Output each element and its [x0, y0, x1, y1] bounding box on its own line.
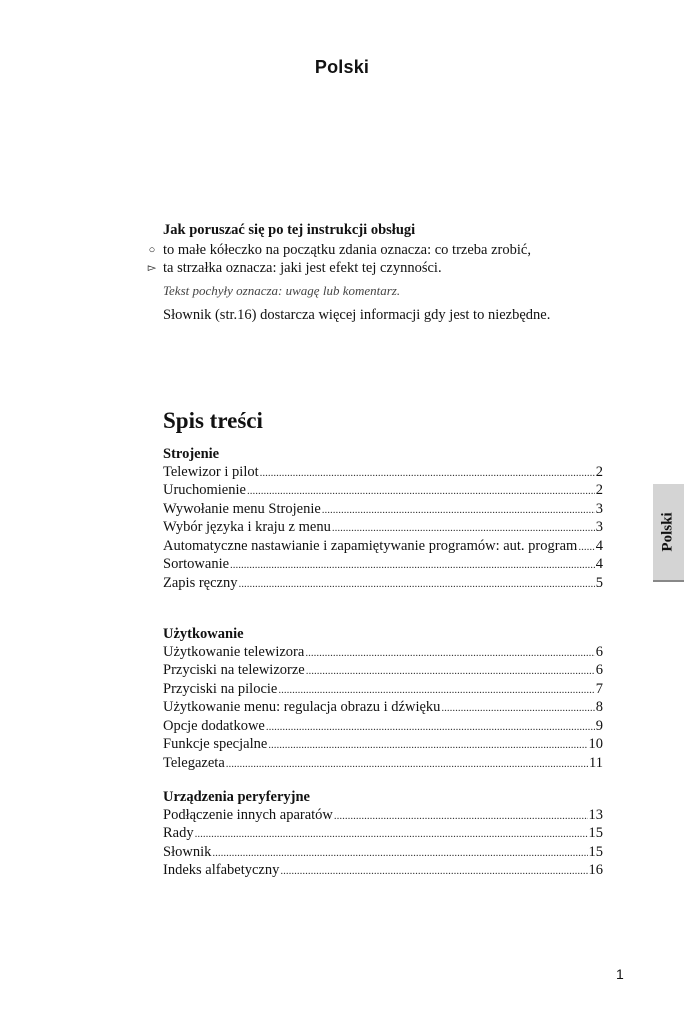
toc-entry-label: Wybór języka i kraju z menu [163, 519, 331, 535]
toc-dot-leader [195, 825, 588, 844]
page-language-header: Polski [314, 57, 370, 77]
toc-entry-label: Rady [163, 825, 194, 841]
toc-entry-page: 13 [588, 806, 603, 823]
toc-dot-leader [268, 736, 587, 755]
toc-entry-label: Wywołanie menu Strojenie [163, 500, 321, 517]
toc-entry [163, 464, 603, 483]
toc-dot-leader [212, 844, 587, 863]
toc-entry-page: 8 [595, 699, 603, 715]
toc-entry [163, 501, 603, 520]
toc-entry [163, 844, 603, 863]
toc-entry-page: 15 [588, 825, 603, 841]
toc-entry-page: 2 [595, 463, 603, 480]
toc-entry-label: Przyciski na telewizorze [163, 662, 305, 678]
toc-entry [163, 699, 603, 718]
toc-entry [163, 556, 603, 575]
instruction-line-arrow [147, 259, 623, 277]
toc-entry [163, 807, 603, 826]
toc-entry [163, 825, 603, 844]
toc-entry-label: Podłączenie innych aparatów [163, 806, 333, 823]
toc-entry-page: 7 [595, 680, 603, 697]
toc-entry-page: 16 [588, 862, 603, 878]
toc-dot-leader [247, 482, 595, 501]
page-number: 1 [616, 966, 624, 982]
side-tab-label: Polski [659, 512, 676, 552]
toc-entry-label: Uruchomienie [163, 482, 246, 498]
toc-dot-leader [334, 807, 588, 826]
toc-entry [163, 755, 603, 774]
toc-entry-label: Indeks alfabetyczny [163, 862, 280, 878]
toc-entry-label: Automatyczne nastawianie i zapamiętywanie programów: aut. program [163, 537, 578, 554]
toc-entry-label: Użytkowanie menu: regulacja obrazu i dźwięku [163, 699, 441, 715]
instruction-line-circle [148, 241, 623, 259]
toc-section-title: Urządzenia peryferyjne [163, 789, 310, 805]
toc-entry-label: Słownik [163, 843, 212, 860]
how-to-use-section [147, 222, 623, 324]
toc-dot-leader [305, 644, 594, 663]
table-of-contents [163, 408, 603, 914]
toc-entry-page: 4 [595, 537, 603, 554]
toc-entry-label: Telegazeta [163, 754, 225, 771]
toc-entry [163, 736, 603, 755]
toc-entry-label: Telewizor i pilot [163, 463, 259, 480]
toc-entry-label: Użytkowanie telewizora [163, 643, 305, 660]
toc-sections [163, 446, 603, 881]
toc-entry-page: 5 [595, 574, 603, 591]
toc-entry-page: 11 [589, 754, 603, 771]
toc-entry [163, 538, 603, 557]
toc-section [163, 446, 603, 593]
italic-note: Tekst pochyły oznacza: uwagę lub komentarz. [163, 283, 401, 298]
toc-dot-leader [322, 501, 595, 520]
toc-entry-page: 6 [595, 643, 603, 660]
how-to-heading: Jak poruszać się po tej instrukcji obsługi [163, 222, 416, 238]
toc-entry [163, 862, 603, 881]
toc-dot-leader [238, 575, 594, 594]
arrow-bullet-icon: ▻ [147, 262, 157, 274]
toc-entry-page: 4 [595, 556, 603, 572]
instruction-text: to małe kółeczko na początku zdania oznacza: co trzeba zrobić, [163, 242, 531, 258]
toc-entry [163, 662, 603, 681]
toc-section [163, 626, 603, 773]
toc-entry-page: 9 [595, 717, 603, 734]
toc-dot-leader [306, 662, 595, 681]
toc-entry-page: 10 [588, 736, 603, 752]
toc-entry-label: Opcje dodatkowe [163, 717, 265, 734]
instruction-text: ta strzałka oznacza: jaki jest efekt tej czynności. [163, 260, 442, 276]
toc-entry-page: 3 [595, 519, 603, 535]
toc-entry [163, 718, 603, 737]
toc-section-title: Strojenie [163, 446, 220, 462]
toc-entry-page: 3 [595, 500, 603, 517]
toc-title: Spis treści [163, 408, 263, 433]
glossary-note: Słownik (str.16) dostarcza więcej informacji gdy jest to niezbędne. [163, 307, 551, 323]
toc-dot-leader [226, 755, 588, 774]
toc-dot-leader [441, 699, 594, 718]
toc-entry [163, 575, 603, 594]
toc-entry-page: 2 [595, 482, 603, 498]
circle-bullet-icon: ○ [148, 244, 156, 256]
toc-dot-leader [578, 538, 594, 557]
toc-entry-label: Sortowanie [163, 556, 230, 572]
toc-dot-leader [260, 464, 595, 483]
toc-dot-leader [230, 556, 595, 575]
toc-entry [163, 482, 603, 501]
toc-entry-label: Przyciski na pilocie [163, 680, 278, 697]
toc-entry [163, 681, 603, 700]
toc-dot-leader [278, 681, 594, 700]
toc-entry [163, 644, 603, 663]
toc-entry-page: 15 [588, 843, 603, 860]
toc-entry-page: 6 [595, 662, 603, 678]
toc-dot-leader [280, 862, 587, 881]
toc-entry [163, 519, 603, 538]
toc-entry-label: Funkcje specjalne [163, 736, 268, 752]
toc-section [163, 789, 603, 881]
toc-entry-label: Zapis ręczny [163, 574, 238, 591]
toc-dot-leader [266, 718, 595, 737]
toc-dot-leader [332, 519, 595, 538]
toc-section-title: Użytkowanie [163, 626, 244, 642]
language-side-tab [653, 484, 684, 582]
